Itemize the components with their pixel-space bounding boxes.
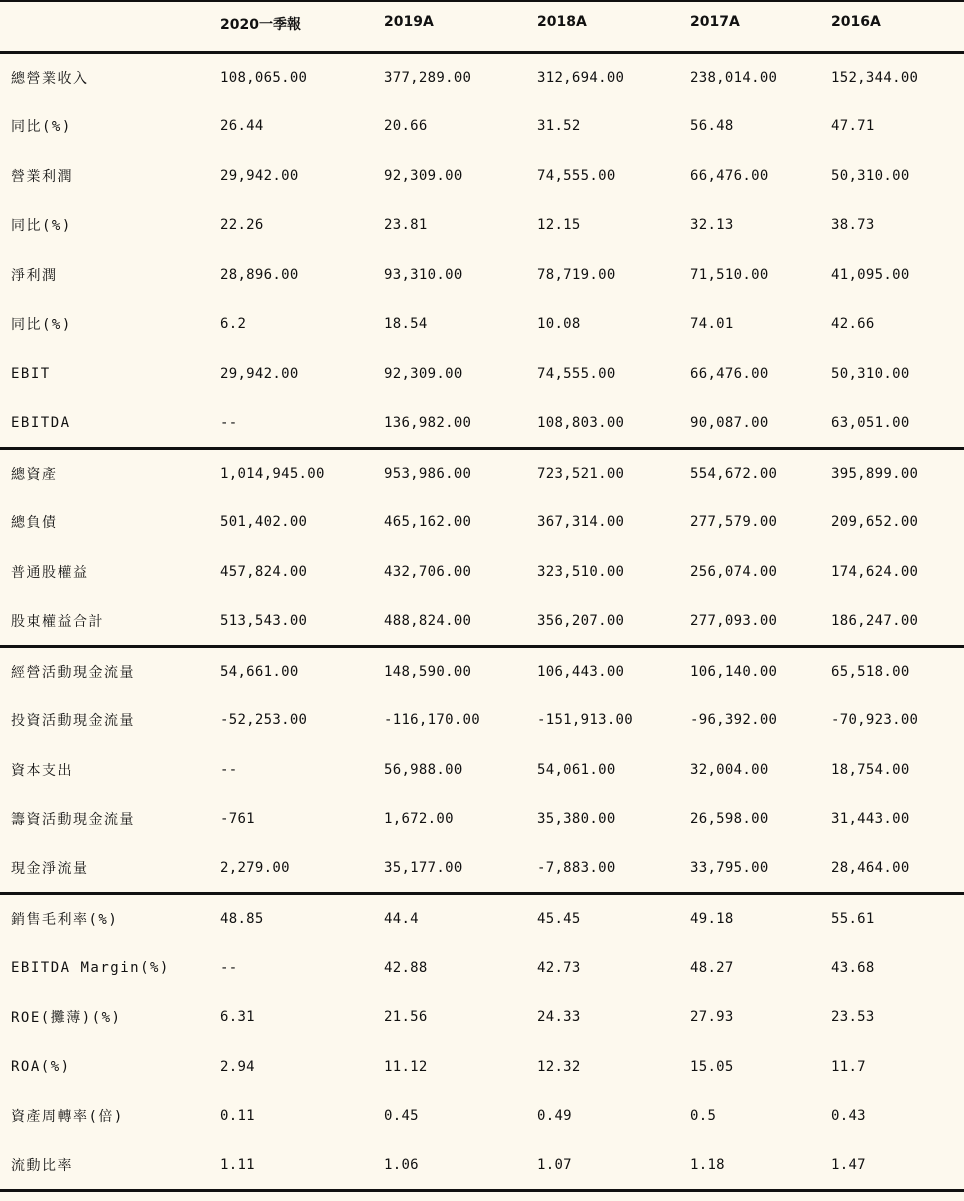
row-label: ROE(攤薄)(%): [11, 1010, 122, 1027]
row-label: 銷售毛利率(%): [11, 912, 119, 928]
value-cell: 12.32: [537, 1058, 581, 1075]
row-label: EBITDA: [0, 399, 220, 449]
value-cell: 10.08: [537, 316, 581, 333]
value-cell: 1,672.00: [384, 811, 454, 828]
value-cell: 74,555.00: [537, 167, 616, 184]
value-cell: 24.33: [537, 1009, 581, 1026]
value-cell: 6.31: [220, 1009, 255, 1026]
value-cell: 48.27: [690, 959, 734, 976]
value-cell: 74.01: [690, 316, 734, 333]
value-cell: 2.94: [220, 1058, 255, 1075]
value-cell: --: [220, 761, 238, 778]
row-label: 營業利潤: [11, 168, 73, 185]
value-cell: 63,051.00: [831, 399, 964, 449]
value-cell: 312,694.00: [537, 69, 625, 86]
header-row: [0, 1, 964, 52]
value-cell: 174,624.00: [831, 563, 919, 580]
row-label: 淨利潤: [11, 267, 58, 284]
value-cell: -96,392.00: [690, 712, 778, 729]
value-cell: 42.66: [831, 316, 875, 333]
value-cell: 6.2: [220, 316, 247, 333]
value-cell: 15.05: [690, 1058, 734, 1075]
value-cell: 26,598.00: [690, 811, 769, 828]
value-cell: 11.7: [831, 1058, 866, 1075]
row-label: 總營業收入: [11, 70, 89, 87]
value-cell: 27.93: [690, 1009, 734, 1026]
value-cell: 277,579.00: [690, 514, 778, 531]
value-cell: 12.15: [537, 217, 581, 234]
value-cell: 21.56: [384, 1009, 428, 1026]
value-cell: 22.26: [220, 217, 264, 234]
header-cell-2020q1: 2020一季報: [220, 1, 384, 52]
value-cell: 26.44: [220, 118, 264, 135]
row-label: 資本支出: [11, 762, 73, 779]
header-cell-2019a: 2019A: [384, 1, 537, 52]
value-cell: 90,087.00: [690, 399, 831, 449]
value-cell: 0.49: [537, 1108, 572, 1125]
value-cell: 42.73: [537, 959, 581, 976]
value-cell: 43.68: [831, 959, 875, 976]
value-cell: 93,310.00: [384, 266, 463, 283]
table-row: [0, 349, 964, 399]
table-row: [0, 646, 964, 696]
value-cell: -52,253.00: [220, 712, 308, 729]
value-cell: 50,310.00: [831, 365, 910, 382]
value-cell: 367,314.00: [537, 514, 625, 531]
value-cell: 323,510.00: [537, 563, 625, 580]
row-label: ROA(%): [11, 1058, 71, 1075]
table-body: [0, 52, 964, 1191]
row-label: 經營活動現金流量: [11, 664, 135, 681]
value-cell: 356,207.00: [537, 597, 690, 647]
value-cell: 488,824.00: [384, 597, 537, 647]
value-cell: -761: [220, 811, 255, 828]
table-row: [0, 151, 964, 201]
table-row: [0, 102, 964, 152]
table-row: [0, 1092, 964, 1142]
header-cell-2016a: 2016A: [831, 1, 964, 52]
value-cell: 44.4: [384, 911, 419, 927]
value-cell: 92,309.00: [384, 167, 463, 184]
table-row: [0, 201, 964, 251]
value-cell: 29,942.00: [220, 167, 299, 184]
table-row: [0, 894, 964, 944]
table-row: [0, 1141, 964, 1191]
value-cell: 186,247.00: [831, 597, 964, 647]
value-cell: 49.18: [690, 911, 734, 927]
value-cell: 465,162.00: [384, 514, 472, 531]
table-row: [0, 52, 964, 102]
value-cell: 28,464.00: [831, 844, 964, 894]
row-label: EBITDA Margin(%): [11, 959, 170, 976]
value-cell: 54,661.00: [220, 663, 299, 680]
value-cell: 377,289.00: [384, 69, 472, 86]
row-label: 同比(%): [11, 218, 72, 235]
value-cell: 1.11: [220, 1141, 384, 1191]
value-cell: 66,476.00: [690, 167, 769, 184]
value-cell: 18,754.00: [831, 761, 910, 778]
value-cell: 38.73: [831, 217, 875, 234]
value-cell: 29,942.00: [220, 365, 299, 382]
header-cell-label: [0, 1, 220, 52]
table-row: [0, 943, 964, 993]
table-row: [0, 399, 964, 449]
row-label: 投資活動現金流量: [11, 713, 135, 730]
value-cell: 238,014.00: [690, 69, 778, 86]
table-row: [0, 250, 964, 300]
value-cell: 78,719.00: [537, 266, 616, 283]
value-cell: 953,986.00: [384, 465, 472, 482]
row-label: 籌資活動現金流量: [11, 812, 135, 829]
table-row: [0, 844, 964, 894]
value-cell: 32,004.00: [690, 761, 769, 778]
value-cell: 50,310.00: [831, 167, 910, 184]
value-cell: 723,521.00: [537, 465, 625, 482]
value-cell: -7,883.00: [537, 844, 690, 894]
value-cell: 0.11: [220, 1108, 255, 1125]
table-row: [0, 745, 964, 795]
value-cell: 554,672.00: [690, 465, 778, 482]
value-cell: 1.18: [690, 1141, 831, 1191]
value-cell: 432,706.00: [384, 563, 472, 580]
row-label: 流動比率: [0, 1141, 220, 1191]
value-cell: 209,652.00: [831, 514, 919, 531]
row-label: 同比(%): [11, 119, 72, 136]
value-cell: -151,913.00: [537, 712, 634, 729]
value-cell: 2,279.00: [220, 844, 384, 894]
value-cell: 35,380.00: [537, 811, 616, 828]
value-cell: 71,510.00: [690, 266, 769, 283]
value-cell: 56,988.00: [384, 761, 463, 778]
value-cell: 56.48: [690, 118, 734, 135]
value-cell: 31,443.00: [831, 811, 910, 828]
value-cell: 20.66: [384, 118, 428, 135]
value-cell: 74,555.00: [537, 365, 616, 382]
table-row: [0, 498, 964, 548]
value-cell: 148,590.00: [384, 663, 472, 680]
table-row: [0, 448, 964, 498]
value-cell: 1.07: [537, 1141, 690, 1191]
row-label: 股東權益合計: [0, 597, 220, 647]
value-cell: 1.47: [831, 1141, 964, 1191]
value-cell: 28,896.00: [220, 266, 299, 283]
value-cell: 277,093.00: [690, 597, 831, 647]
value-cell: 65,518.00: [831, 663, 910, 680]
value-cell: -116,170.00: [384, 712, 481, 729]
value-cell: 1.06: [384, 1141, 537, 1191]
value-cell: 106,443.00: [537, 663, 625, 680]
value-cell: --: [220, 959, 238, 976]
row-label: 同比(%): [11, 317, 72, 334]
value-cell: 136,982.00: [384, 399, 537, 449]
value-cell: 47.71: [831, 118, 875, 135]
value-cell: 48.85: [220, 911, 264, 927]
value-cell: 18.54: [384, 316, 428, 333]
value-cell: 256,074.00: [690, 563, 778, 580]
value-cell: 35,177.00: [384, 844, 537, 894]
value-cell: 106,140.00: [690, 663, 778, 680]
value-cell: 54,061.00: [537, 761, 616, 778]
row-label: 資產周轉率(倍): [11, 1109, 124, 1126]
value-cell: --: [220, 399, 384, 449]
value-cell: 31.52: [537, 118, 581, 135]
value-cell: 23.81: [384, 217, 428, 234]
value-cell: 108,065.00: [220, 69, 308, 86]
value-cell: 0.5: [690, 1108, 717, 1125]
value-cell: 0.45: [384, 1108, 419, 1125]
header-cell-2018a: 2018A: [537, 1, 690, 52]
row-label: 總負債: [11, 515, 58, 532]
value-cell: 108,803.00: [537, 399, 690, 449]
value-cell: 513,543.00: [220, 597, 384, 647]
value-cell: 92,309.00: [384, 365, 463, 382]
value-cell: 395,899.00: [831, 465, 919, 482]
header-cell-2017a: 2017A: [690, 1, 831, 52]
value-cell: 41,095.00: [831, 266, 910, 283]
row-label: EBIT: [11, 365, 51, 382]
value-cell: 457,824.00: [220, 563, 308, 580]
table-header: [0, 1, 964, 52]
row-label: 現金淨流量: [0, 844, 220, 894]
value-cell: 42.88: [384, 959, 428, 976]
row-label: 總資產: [11, 466, 58, 483]
table-row: [0, 300, 964, 350]
value-cell: 23.53: [831, 1009, 875, 1026]
table-row: [0, 547, 964, 597]
value-cell: 501,402.00: [220, 514, 308, 531]
value-cell: 55.61: [831, 911, 875, 927]
value-cell: 1,014,945.00: [220, 465, 325, 482]
value-cell: 11.12: [384, 1058, 428, 1075]
table-row: [0, 993, 964, 1043]
table-row: [0, 795, 964, 845]
value-cell: 0.43: [831, 1108, 866, 1125]
value-cell: 32.13: [690, 217, 734, 234]
table-row: [0, 597, 964, 647]
value-cell: 152,344.00: [831, 69, 919, 86]
value-cell: 45.45: [537, 911, 581, 927]
value-cell: 33,795.00: [690, 844, 831, 894]
table-row: [0, 1042, 964, 1092]
table-row: [0, 696, 964, 746]
value-cell: 66,476.00: [690, 365, 769, 382]
row-label: 普通股權益: [11, 564, 89, 581]
value-cell: -70,923.00: [831, 712, 919, 729]
